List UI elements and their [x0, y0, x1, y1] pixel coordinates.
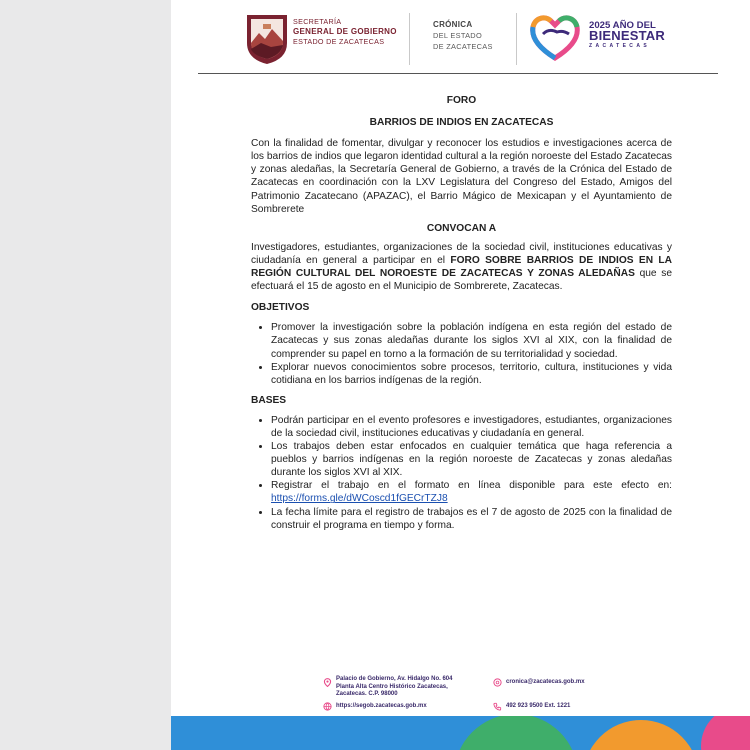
- decorative-color-band: [171, 716, 750, 750]
- list-item: • Explorar nuevos conocimientos sobre procesos, territorio, cultura, instituciones y vida cotidiana en los barrios indígenas de la región.: [271, 361, 672, 387]
- header-rule: [198, 73, 718, 74]
- bienestar-heart-logo: [529, 12, 581, 62]
- address-line1: Palacio de Gobierno, Av. Hidalgo No. 604: [336, 676, 453, 682]
- call-text-bold: FORO SOBRE BARRIOS DE INDIOS EN LA REGIÓN CULTURAL DEL NOROESTE DE ZACATECAS Y ZONAS ALEDAÑAS: [251, 254, 672, 280]
- phone-number: 492 923 9500 Ext. 1221: [506, 703, 571, 709]
- footer-contact: [321, 674, 621, 714]
- cronica-line1: CRÓNICA: [433, 20, 473, 29]
- globe-icon: [323, 702, 332, 711]
- objetivos-list: [251, 321, 672, 386]
- phone-icon: [493, 702, 502, 711]
- address-line2: Planta Alta Centro Histórico Zacatecas,: [336, 683, 448, 690]
- call-text-pre: Investigadores, estudiantes, organizaciones de la sociedad civil, instituciones educativas y ciudadanía en general a participar en el: [251, 241, 672, 266]
- list-item: • La fecha límite para el registro de trabajos es el 7 de agosto de 2025 con la finalidad de construir el programa en tiempo y forma.: [271, 506, 672, 532]
- sgg-name: [293, 17, 397, 47]
- list-item: • Podrán participar en el evento profesores e investigadores, estudiantes, organizaciones de la sociedad civil, instituciones educativas y ciudadanía en general.: [271, 414, 672, 440]
- address-line3: Zacatecas. C.P. 98000: [336, 691, 398, 698]
- list-item: • Los trabajos deben estar enfocados en cualquier temática que haga referencia a pueblos y barrios indígenas en la región noroeste de Zacatecas y zonas aledañas durante los siglos XVI al XIX.: [271, 440, 672, 479]
- sgg-shield-logo: [245, 13, 289, 65]
- list-item: [271, 479, 672, 505]
- document-body: [251, 92, 672, 532]
- intro-paragraph: Con la finalidad de fomentar, divulgar y reconocer los estudios e investigaciones acerca de los barrios de indios que legaron identidad cultural a la región noroeste del Estado Zacatecas y zonas aledañas, la Secretaría General de Gobierno, a través de la Crónica del Estado de Zacatecas en coordinación con la LXV Legislatura del Congreso del Estado, Amigos del Patrimonio Zacatecano (APAZAC), el Barrio Mágico de Mexicapan y el Ayuntamiento de Sombrerete: [251, 138, 672, 215]
- convocan-heading: CONVOCAN A: [426, 222, 497, 234]
- header-divider: [409, 13, 410, 65]
- cronica-line2: DEL ESTADO: [433, 31, 482, 40]
- bases-list: [251, 414, 672, 532]
- cronica-name: [433, 19, 493, 52]
- bienestar-line3: ZACATECAS: [589, 43, 651, 49]
- email-icon: [493, 678, 502, 687]
- call-paragraph: [251, 241, 672, 293]
- call-text-post: que se efectuará el 15 de agosto en el Municipio de Sombrerete, Zacatecas.: [251, 268, 672, 293]
- bienestar-line2: BIENESTAR: [589, 28, 665, 43]
- registration-form-link[interactable]: https://forms.gle/dWCoscd1fGECrTZJ8: [271, 493, 448, 505]
- bases-heading: BASES: [251, 394, 287, 406]
- objetivos-heading: OBJETIVOS: [251, 302, 310, 314]
- registration-text: Registrar el trabajo en el formato en línea disponible para este efecto en:: [271, 480, 672, 492]
- document-page: [171, 0, 750, 750]
- website-link[interactable]: https://segob.zacatecas.gob.mx: [336, 703, 427, 709]
- list-item: • Promover la investigación sobre la población indígena en esta región del estado de Zacatecas y sus zonas aledañas durante los siglos XVI al XIX, con la finalidad de comprender su papel en torno a la formación de su territorialidad y sociedad.: [271, 321, 672, 360]
- cronica-line3: DE ZACATECAS: [433, 42, 493, 51]
- sgg-line2: GENERAL DE GOBIERNO: [293, 27, 397, 36]
- sgg-line1: SECRETARÍA: [293, 17, 342, 26]
- header-divider: [516, 13, 517, 65]
- doc-subtitle: BARRIOS DE INDIOS EN ZACATECAS: [369, 117, 554, 129]
- bienestar-line1: 2025 AÑO DEL: [589, 20, 656, 31]
- bienestar-wordmark: [589, 21, 665, 51]
- letterhead: [171, 0, 750, 76]
- doc-title: FORO: [446, 95, 477, 106]
- address: [336, 676, 496, 699]
- email-link[interactable]: cronica@zacatecas.gob.mx: [506, 679, 585, 685]
- sgg-line3: ESTADO DE ZACATECAS: [293, 37, 385, 46]
- location-pin-icon: [323, 678, 332, 687]
